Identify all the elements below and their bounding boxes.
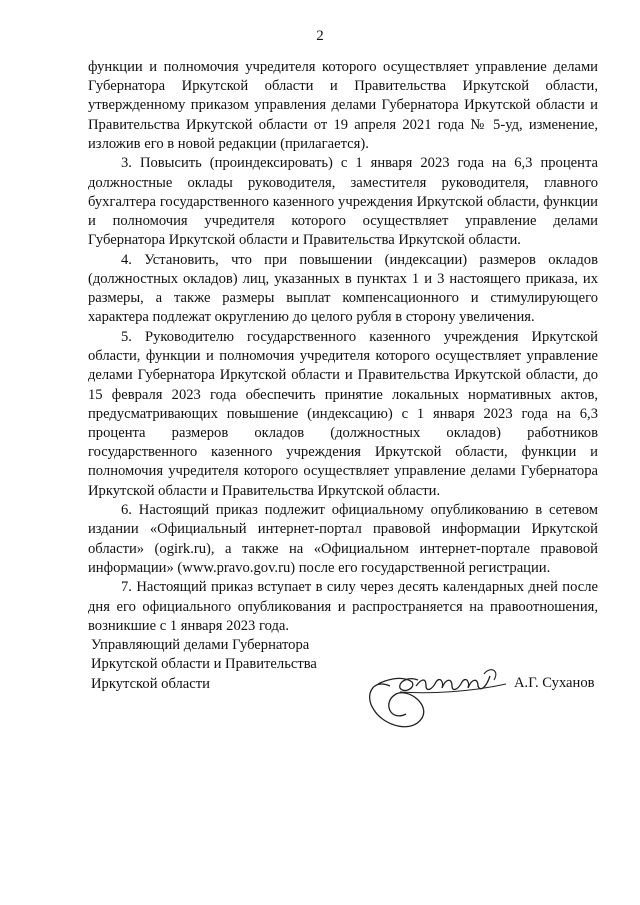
paragraph-7: 7. Настоящий приказ вступает в силу через десять календарных дней после дня его официального опубликования и распространяется на правоотношения, возникшие с 1 января 2023 года.: [88, 579, 598, 634]
signatory-name: А.Г. Суханов: [514, 675, 595, 691]
signatory-position: [91, 636, 317, 694]
paragraph-4: 4. Установить, что при повышении (индексации) размеров окладов (должностных окладов) лиц, указанных в пунктах 1 и 3 настоящего приказа, их размеры, а также размеры выплат компенсационного и стимулирующего характера подлежат округлению до целого рубля в сторону увеличения.: [88, 251, 598, 326]
paragraph-3: 3. Повысить (проиндексировать) с 1 января 2023 года на 6,3 процента должностные оклады руководителя, заместителя руководителя, главного бухгалтера государственного казенного учреждения Иркутской области, функции и полномочия учредителя которого осуществляет управление делами Губернатора Иркутской области и Правительства Иркутской области.: [88, 155, 598, 249]
signatory-position-line: Иркутской области: [91, 675, 210, 692]
paragraph-continuation: функции и полномочия учредителя которого осуществляет управление делами Губернатора Иркутской области и Правительства Иркутской области, утвержденному приказом управления делами Губернатора Иркутской области и Правительства Иркутской области от 19 апреля 2021 года № 5-уд, изменение, изложив его в новой редакции (прилагается).: [88, 59, 598, 152]
page-number: 2: [316, 28, 324, 44]
signatory-position-line: Управляющий делами Губернатора: [91, 637, 310, 653]
paragraph-6: 6. Настоящий приказ подлежит официальному опубликованию в сетевом издании «Официальный интернет-портал правовой информации Иркутской области» (ogirk.ru), а также на «Официальном интернет-портале правовой информации» (www.pravo.gov.ru) после его государственной регистрации.: [88, 502, 598, 576]
document-body: [88, 58, 598, 636]
signatory-position-line: Иркутской области и Правительства: [91, 656, 317, 673]
handwritten-signature: [360, 648, 510, 738]
paragraph-5: 5. Руководителю государственного казенного учреждения Иркутской области, функции и полномочия учредителя которого осуществляет управление делами Губернатора Иркутской области и Правительства Иркутской области, до 15 февраля 2023 года обеспечить принятие локальных нормативных актов, предусматривающих повышение (индексацию) с 1 января 2023 года на 6,3 процента размеров окладов (должностных окладов) работников государственного казенного учреждения Иркутской области, функции и полномочия учредителя которого осуществляет управление делами Губернатора Иркутской области и Правительства Иркутской области.: [88, 329, 598, 499]
